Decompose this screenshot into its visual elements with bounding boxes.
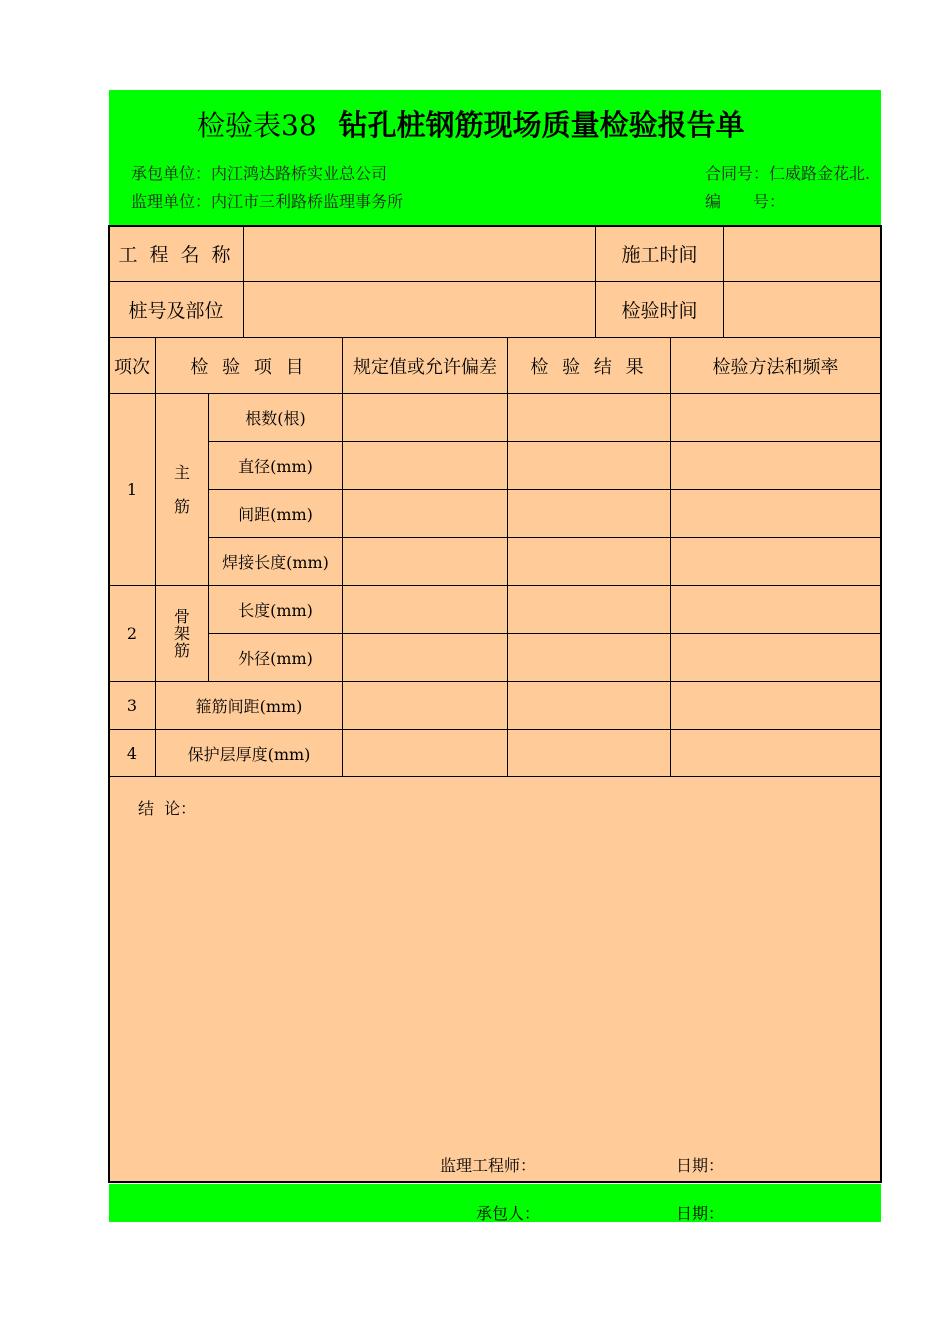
column-header-method: 检验方法和频率 (712, 356, 839, 378)
item-cage-length: 长度(mm) (238, 601, 313, 620)
item-stirrup-spacing: 箍筋间距(mm) (195, 697, 303, 716)
inspection-time-label: 检验时间 (621, 300, 698, 322)
project-name-field[interactable] (244, 226, 595, 281)
pile-position-label: 桩号及部位 (128, 300, 224, 322)
column-header-item: 检 验 项 目 (190, 356, 308, 378)
grid-line (670, 337, 671, 777)
row-3-number: 3 (126, 696, 138, 715)
column-header-result: 检 验 结 果 (530, 356, 648, 378)
grid-line (507, 337, 508, 777)
pile-position-field[interactable] (244, 282, 595, 337)
form-number: 检验表38 (197, 109, 317, 142)
page-title (197, 103, 745, 144)
project-name-label: 工 程 名 称 (118, 244, 234, 266)
item-bar-spacing: 间距(mm) (238, 505, 313, 524)
contractor-unit: 承包单位：内江鸿达路桥实业总公司 (131, 164, 388, 183)
row-4-number: 4 (126, 743, 138, 763)
construction-time-field[interactable] (724, 226, 880, 281)
engineer-signature-label: 监理工程师： (440, 1156, 537, 1175)
conclusion-area[interactable] (130, 822, 860, 1142)
conclusion-label: 结 论： (138, 799, 197, 818)
item-bar-diameter: 直径(mm) (238, 457, 313, 476)
group-1-number: 1 (126, 480, 138, 499)
construction-time-label: 施工时间 (621, 244, 698, 266)
engineer-date-label: 日期： (676, 1156, 725, 1175)
grid-line (108, 776, 882, 777)
grid-line (342, 337, 343, 777)
supervisor-unit: 监理单位：内江市三利路桥监理事务所 (131, 192, 404, 211)
form-title: 钻孔桩钢筋现场质量检验报告单 (338, 108, 745, 142)
contractor-date-label: 日期： (676, 1204, 725, 1223)
group-2-name: 骨 架 筋 (173, 607, 190, 660)
serial-number: 编 号： (705, 192, 786, 211)
group-2-number: 2 (126, 624, 138, 643)
column-header-no: 项次 (114, 356, 150, 378)
column-header-tolerance: 规定值或允许偏差 (353, 356, 497, 378)
item-cage-outer-diameter: 外径(mm) (238, 649, 313, 668)
inspection-time-field[interactable] (724, 282, 880, 337)
item-bar-count: 根数(根) (245, 409, 306, 428)
group-1-name: 主 筋 (173, 463, 190, 516)
item-weld-length: 焊接长度(mm) (222, 553, 329, 572)
item-cover-thickness: 保护层厚度(mm) (187, 744, 311, 764)
contract-number: 合同号：仁威路金花北. (705, 164, 871, 183)
contractor-signature-label: 承包人： (476, 1204, 541, 1223)
